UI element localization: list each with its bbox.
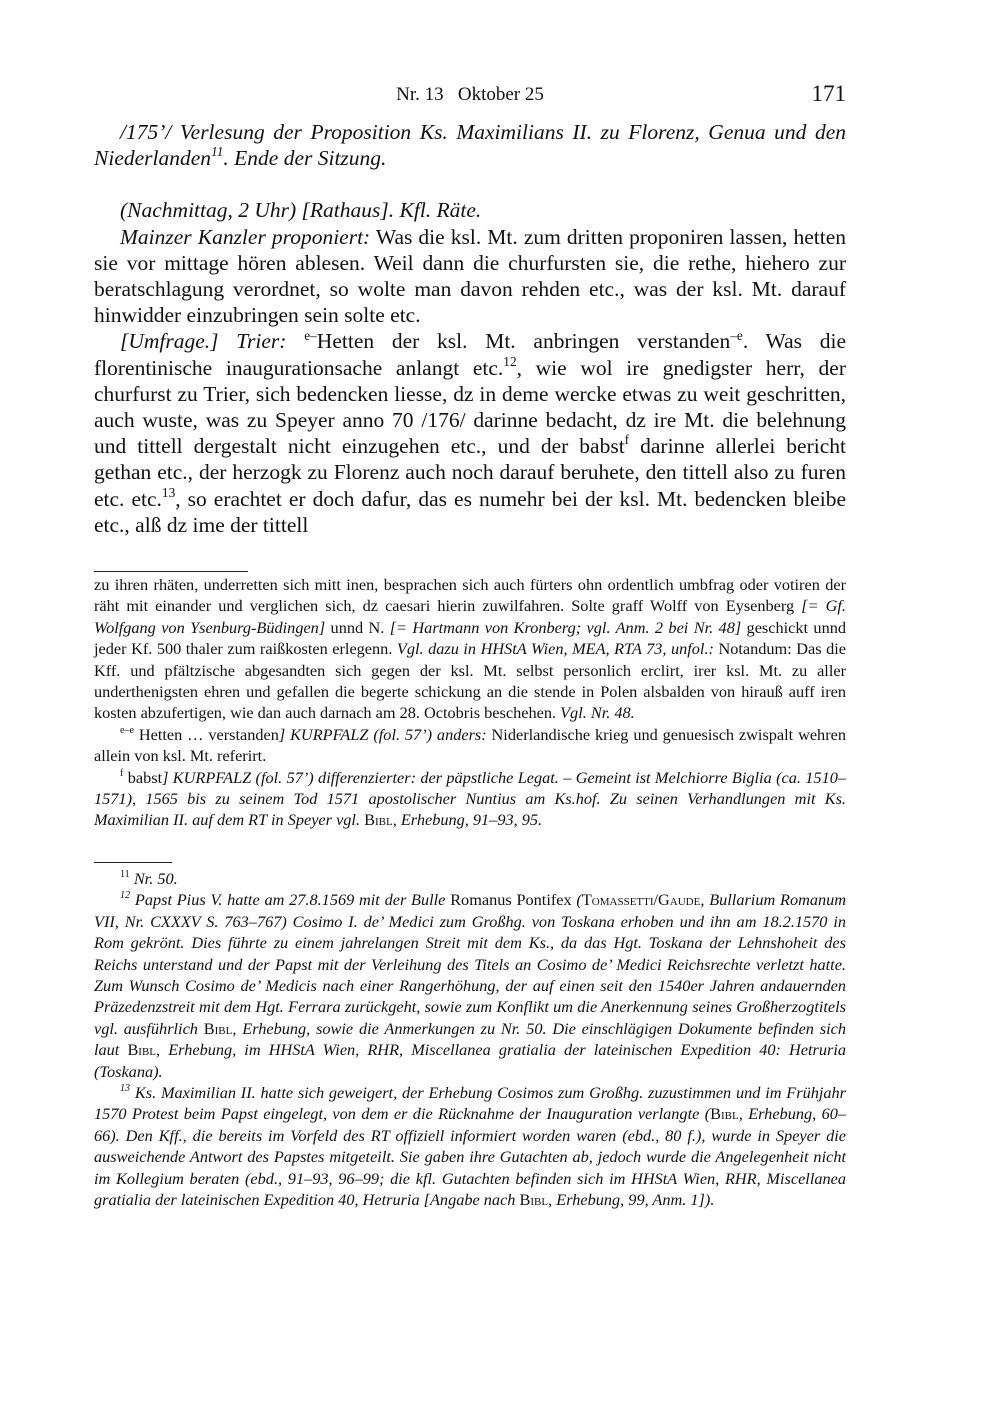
text-span: ] KURPFALZ (fol. 57’) differenzierter: der päpstliche Legat. – Gemeint ist Melchiorre Biglia (ca. 1510–1571), 1565 bis zu seinem Tod 1571 apostolischer Nuntius am Ks.hof. Zu seinen Verhandlungen mit Ks. Maximilian II. auf dem RT in Speyer vgl. <box>94 767 846 830</box>
text-span: , Erhebung, 91–93, 95. <box>392 810 543 830</box>
footnote-divider <box>94 862 172 863</box>
footnote-number: 11 <box>120 869 130 881</box>
apparatus-note-mark: f <box>120 767 124 779</box>
text-span: . Was die florentinische inaugurationsache anlangt etc. <box>94 329 847 380</box>
footnote-number: 12 <box>120 890 131 902</box>
text-span: ( <box>571 890 582 910</box>
text-span: geschickt unnd jeder Kf. 500 thaler zum raißkosten erlegenn. <box>94 617 846 659</box>
apparatus-mark-e: e– <box>304 327 317 343</box>
main-text <box>94 119 846 538</box>
afternoon-heading: (Nachmittag, 2 Uhr) [Rathaus]. Kfl. Räte. <box>120 198 482 223</box>
text-span: Was die ksl. Mt. zum dritten proponiren lassen, hetten sie vor mittage hören ablesen. Weil dann die churfursten sie, die rethe, hiehero zur beratschlagung verordnet, so wolte man davon rehden etc., was der ksl. Mt. darauf hinwidder einzubringen sein solte etc. <box>94 224 846 328</box>
text-span: darinne allerlei bericht gethan etc., der herzogk zu Florenz auch noch darauf beruhete, den tittell also zu furen etc. etc. <box>94 434 846 511</box>
apparatus-note-mark: e–e <box>120 724 135 736</box>
text-span: Bibl <box>127 1040 157 1060</box>
apparatus-mark-f: f <box>624 432 630 448</box>
text-span: , Erhebung, im HHStA Wien, RHR, Miscellanea gratialia der lateinischen Expedition 40: Hetruria (Toskana). <box>94 1040 846 1081</box>
text-span: Vgl. dazu in HHStA Wien, MEA, RTA 73, unfol.: <box>396 639 714 659</box>
text-span: , Bullarium Romanum VII, Nr. CXXXV S. 763–767) Cosimo I. de’ Medici zum Großhg. von Toskana erhoben und ihn am 18.2.1570 in Rom gekrönt. Dies führte zu einem jahrelangen Streit mit dem Ks., da das Hgt. Toskana der Lehnshoheit des Reichs unterstand und der Papst mit der Verleihung des Titels an Cosimo de’ Medici Reichsrechte verletzt hatte. Zum Wunsch Cosimo de’ Medicis nach einer Rangerhöhung, der auf einen seit den 1540er Jahren andauernden Präzedenzstreit mit dem Hgt. Ferrara zurückgeht, sowie zum Konflikt um die Anerkennung seines Großherzogtitels vgl. ausführlich <box>94 890 847 1038</box>
text-span: [= Gf. Wolfgang von Ysenburg-Büdingen] <box>94 596 846 637</box>
document-number: Nr. 13 <box>396 84 444 105</box>
running-head-title <box>94 84 846 106</box>
apparatus-continuation <box>94 574 846 724</box>
text-span: babst <box>123 767 163 787</box>
speaker-label: Mainzer Kanzler proponiert: <box>120 224 371 249</box>
text-span: ] KURPFALZ (fol. 57’) anders: <box>278 724 487 744</box>
apparatus-divider <box>94 571 248 572</box>
text-span: Nr. 50. <box>133 869 178 888</box>
page-number: 171 <box>811 81 846 106</box>
text-span: Hetten … verstanden <box>134 724 279 744</box>
footnote-number: 13 <box>120 1083 131 1095</box>
text-span: , Erhebung, 60–66). Den Kff., die bereits im Vorfeld des RT offiziell informiert worden waren (ebd., 80 f.), wurde in Speyer die ausweichende Antwort des Papstes mitgeteilt. Sie gaben ihre Gutachten ab, jedoch wurde die Angelegenheit nicht im Kollegium beraten (ebd., 91–93, 96–99; die kfl. Gutachten befinden sich im HHStA Wien, RHR, Miscellanea gratialia der lateinischen Expedition 40, Hetruria [Angabe nach <box>94 1104 846 1210</box>
footnote-13 <box>94 1082 846 1210</box>
running-head <box>94 81 846 111</box>
apparatus-note-e <box>94 724 846 767</box>
text-span: Tomassetti/Gaude <box>581 890 701 910</box>
text-span: [= Hartmann von Kronberg; vgl. Anm. 2 bei Nr. 48] <box>389 617 742 637</box>
footnote-ref-11[interactable]: 11 <box>211 144 224 160</box>
text-span: , Erhebung, sowie die Anmerkungen zu Nr. 50. Die einschlägigen Dokumente befinden sich laut <box>94 1018 846 1060</box>
footnote-12 <box>94 889 846 1082</box>
text-span: , wie wol ire gnedigster herr, der churfurst zu Trier, sich bedencken liesse, dz in deme wercke etwas zu weit geschritten, auch wuste, was zu Speyer anno 70 /176/ darinne bedacht, dz ire Mt. die belehnung und tittell dergestalt nicht einzugehen etc., und der babst <box>94 355 847 459</box>
text-span: unnd N. <box>325 617 390 637</box>
text-span: Niderlandische krieg und genuesisch zwispalt wehren allein von ksl. Mt. referirt. <box>94 724 846 766</box>
speaker-label: [Umfrage.] Trier: <box>120 329 287 354</box>
text-span: , so erachtet er doch dafur, das es numehr bei der ksl. Mt. bedencken bleibe etc., alß dz ime der tittell <box>94 486 846 537</box>
text-span: Ks. Maximilian II. hatte sich geweigert, der Erhebung Cosimos zum Großhg. zuzustimmen und im Frühjahr 1570 Protest beim Papst eingelegt, von dem er die Rücknahme der Inauguration verlangte ( <box>94 1083 846 1124</box>
text-span: Bibl <box>364 810 393 830</box>
text-span: /175’/ Verlesung der Proposition Ks. Maximilians II. zu Florenz, Genua und den Niederlanden <box>94 120 846 171</box>
text-span: , Erhebung, 99, Anm. 1]). <box>548 1190 715 1210</box>
text-span: . Ende der Sitzung. <box>223 146 387 171</box>
text-span: Notandum: Das die Kff. und pfältzische abgesandten sich gegen der ksl. Mt. selbst personlich erclirt, irer ksl. Mt. zu aller underthenigsten ehren und gefallen die begerte schickung an die stende in Polen alsbalden von hirauß auff iren kosten abzufertigen, wie dan auch darnach am 28. Octobris beschehen. <box>94 639 846 723</box>
paragraph-mainz <box>94 224 846 329</box>
apparatus-note-f <box>94 767 846 831</box>
footnote-ref-12[interactable]: 12 <box>503 353 517 369</box>
text-apparatus <box>94 574 846 831</box>
text-span: Hetten der ksl. Mt. anbringen verstanden <box>316 329 731 354</box>
apparatus-mark-e: –e <box>730 327 743 343</box>
paragraph-gap <box>94 171 846 197</box>
document-date: Oktober 25 <box>457 84 544 105</box>
session-heading <box>94 119 846 171</box>
text-span: Bibl <box>519 1190 549 1210</box>
text-span: Vgl. Nr. 48. <box>560 703 635 723</box>
footnotes <box>94 868 846 1211</box>
text-span: Romanus Pontifex <box>450 890 572 910</box>
paragraph-trier <box>94 328 846 538</box>
footnote-11 <box>94 868 846 889</box>
footnote-ref-13[interactable]: 13 <box>161 484 176 500</box>
text-span: Bibl <box>203 1018 233 1038</box>
text-span: Papst Pius V. hatte am 27.8.1569 mit der Bulle <box>134 890 451 910</box>
text-span: Bibl <box>710 1104 739 1124</box>
text-span: zu ihren rhäten, underretten sich mitt inen, besprachen sich auch fürters ohn ordentlich umbfrag oder votiren der räht mit einander und verglichen sich, dz caesari hierin zuwilfahren. Solte graff Wolff von Eysenberg <box>94 575 846 616</box>
